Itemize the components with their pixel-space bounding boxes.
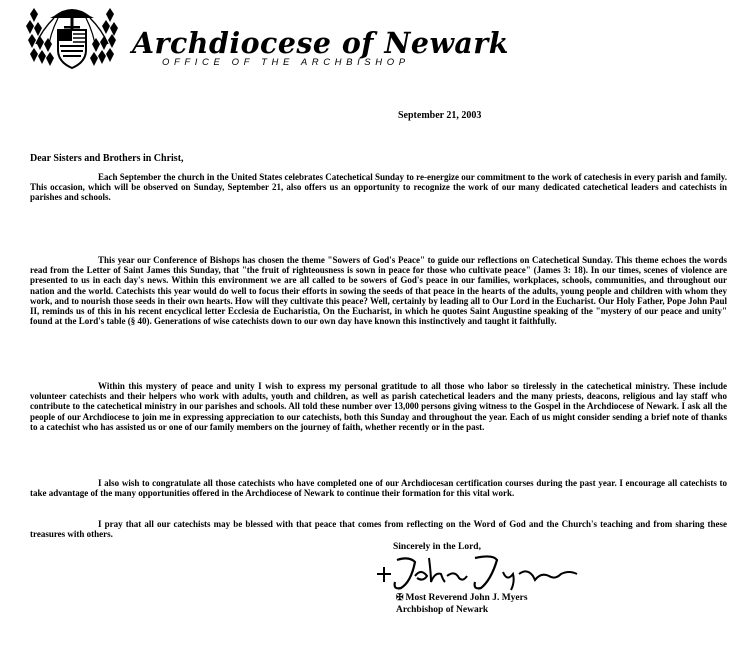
organization-name: Archdiocese of Newark [132, 26, 509, 60]
body-paragraph: Within this mystery of peace and unity I wish to express my personal gratitude to all those who labor so tirelessly in the catechetical ministry. These include volunteer catechists and their helpers who work with adults, youth and children, as well as parish catechetical leaders and the many priests, deacons, religious and lay staff who contribute to the catechetical ministry in our parishes and schools. All told these number over 13,000 persons giving witness to the Gospel in the Archdiocese of Newark. I ask all the people of our Archdiocese to join me in expressing appreciation to our catechists, both this Sunday and throughout the year. Each of us might consider sending a brief note of thanks to a catechist who has assisted us or one of our family members on the journey of faith, whether recently or in the past. [30, 381, 727, 432]
closing: Sincerely in the Lord, [393, 542, 481, 552]
signer-name-line [396, 592, 528, 605]
signer-block [396, 592, 528, 616]
episcopal-coat-of-arms-icon [24, 4, 120, 72]
handwritten-signature-icon [375, 552, 585, 592]
body-paragraph: I also wish to congratulate all those catechists who have completed one of our Archdiocesan certification courses during the past year. I encourage all catechists to take advantage of the many opportunities offered in the Archdiocese of Newark to continue their formation for this vital work. [30, 478, 727, 499]
salutation: Dear Sisters and Brothers in Christ, [30, 153, 184, 164]
letter-date: September 21, 2003 [398, 110, 482, 121]
cross-icon: ✠ [396, 592, 404, 602]
body-paragraph: I pray that all our catechists may be blessed with that peace that comes from reflecting on the Word of God and the Church's teaching and from sharing these treasures with others. [30, 519, 727, 540]
signer-title: Archbishop of Newark [396, 604, 489, 615]
body-paragraph: Each September the church in the United States celebrates Catechetical Sunday to re-energize our commitment to the work of catechesis in every parish and family. This occasion, which will be observed on Sunday, September 21, also offers us an opportunity to recognize the work of our many dedicated catechetical leaders and catechists in parishes and schools. [30, 172, 727, 203]
office-name: OFFICE OF THE ARCHBISHOP [162, 57, 410, 68]
body-paragraph: This year our Conference of Bishops has chosen the theme "Sowers of God's Peace" to guide our reflections on Catechetical Sunday. This theme echoes the words read from the Letter of Saint James this Sunday, that "the fruit of righteousness is sown in peace for those who cultivate peace" (James 3: 18). In our times, scenes of violence are presented to us in each day's news. Within this environment we are all called to be sowers of God's peace in our families, workplaces, schools, communities, and throughout our nation and the world. Catechists this year would do well to focus their efforts in sowing the seeds of that peace in the hearts of the adults, young people and children with whom they work, and to nourish those seeds in their own hearts. How will they cultivate this peace? Well, certainly by leading all to Our Lord in the Eucharist. Our Holy Father, Pope John Paul II, reminds us of this in his recent encyclical letter Ecclesia de Eucharistia, On the Eucharist, in which he quotes Saint Augustine speaking of the "mystery of our peace and unity" found at the Lord's table (§ 40). Generations of wise catechists down to our own day have known this instinctively and taught it faithfully. [30, 255, 727, 327]
signer-name: Most Reverend John J. Myers [405, 593, 528, 603]
